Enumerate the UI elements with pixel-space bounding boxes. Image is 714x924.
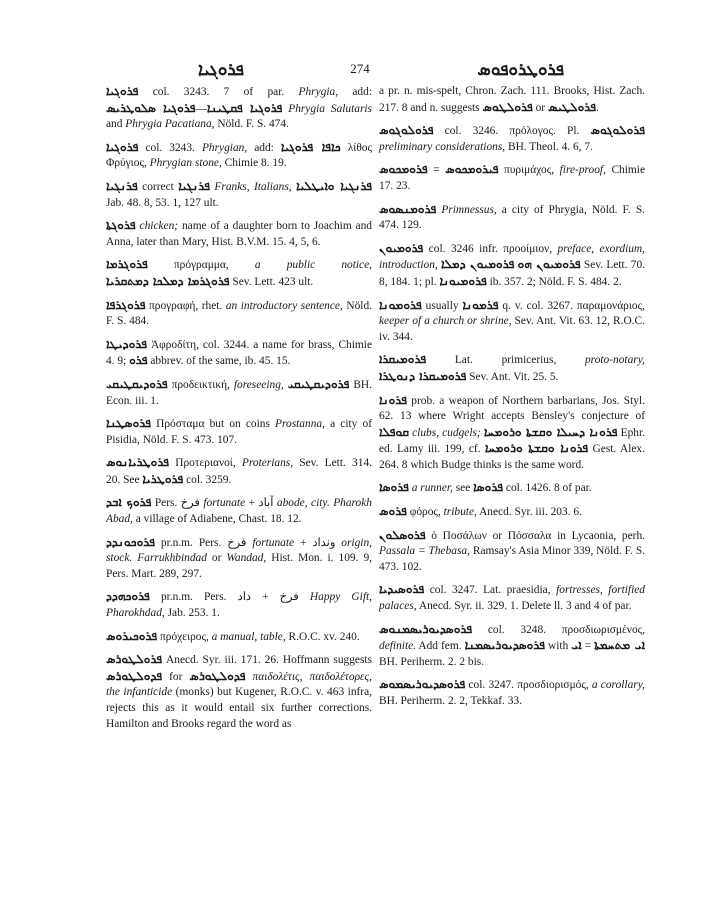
gloss-italic: Primnessus,: [441, 203, 497, 216]
entry-text: name of a daughter born to Joachim and Anna, later than Mary, Hist. B.V.M. 15. 4, 5, 6.: [106, 220, 372, 248]
dictionary-entry: [106, 84, 372, 133]
syriac-word: ܦܪܘܓܪܦܐ: [106, 297, 146, 312]
entry-text: ὁ Ποσάλων or Πόσσαλα in Lycaonia, perh.: [425, 529, 645, 542]
entry-text: Sev. Ant. Vit. 63. 12, R.O.C. iv. 344.: [379, 315, 645, 343]
syriac-word: ܦܪܘܕܝܩܛܝܩܝ: [287, 376, 350, 391]
syriac-word: ܦܕܘܠܛܘܪܣ: [189, 668, 246, 683]
syriac-word: ܦܪܘܡܘܢܐ: [379, 297, 422, 312]
entry-text: usually: [421, 299, 463, 312]
left-column: [106, 84, 372, 739]
gloss-italic: παιδολέτις, παιδολέτορες, the infanticide: [106, 670, 372, 699]
entry-text: —: [195, 102, 207, 115]
syriac-word: ܦܪܘܛܪܝܐܢܘܣ: [106, 455, 170, 470]
gloss-italic: a runner,: [411, 482, 453, 495]
dictionary-entry: [379, 202, 645, 234]
entry-text: πρόγραμμα,: [147, 259, 255, 272]
gloss-italic: clubs, cudgels;: [412, 426, 481, 439]
gloss-italic: fortunate: [203, 497, 246, 510]
entry-text: + ونداد: [294, 536, 342, 549]
dictionary-entry: [106, 257, 372, 290]
entry-text: col. 3248. προσδιωρισμένος,: [472, 623, 645, 636]
entry-text: φόρος,: [406, 506, 444, 519]
syriac-word: ܦܪܘܡܢܣܘܣ: [379, 201, 437, 216]
gloss-italic: Wandad,: [226, 552, 267, 565]
gloss-italic: Pharokh Abad,: [106, 497, 372, 526]
dictionary-entry: [106, 377, 372, 409]
syriac-word: ܦܪܘܡܝܘܢ ܗܘ: [517, 257, 581, 272]
right-column: [379, 84, 645, 717]
entry-text: Pers. فرخ: [151, 497, 204, 510]
entry-text: see: [452, 482, 474, 495]
syriac-word: ܦܪܘܢܐ: [379, 392, 407, 407]
entry-text: for: [162, 670, 190, 683]
syriac-word: ܦܪܘܟܗܕܕ: [106, 589, 150, 604]
gloss-italic: fire-proof,: [559, 164, 606, 177]
entry-text: col. 1426. 8 of par.: [503, 482, 592, 495]
entry-text: Sev. Lett. 314. 20. See: [106, 457, 372, 486]
syriac-word: ܦܪܘܣܐ: [473, 480, 504, 495]
entry-text: Jab. 253. 1.: [164, 607, 220, 620]
entry-text: BH. Periherm. 2. 2, Tekkaf. 33.: [379, 695, 522, 707]
entry-text: a city of Pisidia, Nöld. F. S. 473. 107.: [106, 418, 373, 446]
syriac-word: ܦܪܘܓܝܐ: [106, 139, 139, 154]
gloss-italic: proto-notary,: [584, 354, 645, 367]
syriac-word: ܦܪܘܢܐ ܘܩܫܬܐ ܘܪܘܡܚܐ: [484, 441, 589, 456]
entry-text: Πρόσταμα but on coins: [150, 418, 276, 431]
syriac-word: ܦܪܘܡܝܩܪܐ: [379, 352, 427, 367]
syriac-word: ܦܪܘ: [129, 353, 148, 368]
syriac-word: ܦܪܘܣ: [379, 504, 407, 519]
entry-text: BH. Periherm. 2. 2 bis.: [379, 655, 485, 668]
page-header: [150, 58, 564, 84]
dictionary-entry: [379, 504, 645, 521]
dictionary-entry: [379, 352, 645, 385]
entry-text: Anecd. Syr. ii. 329. 1. Delete ll. 3 and 4 of par.: [416, 600, 632, 613]
entry-text: Hist. Mon. i. 109. 9, Pers. Mart. 289, 297.: [106, 552, 372, 580]
syriac-word: ܦܪܘܓܝܐ: [106, 84, 139, 98]
syriac-word: ܦܪܘܣܐ: [379, 480, 409, 495]
entry-text: and: [106, 118, 126, 131]
entry-text: col. 3243. 7 of par.: [138, 86, 299, 98]
gloss-italic: definite.: [379, 640, 417, 653]
running-head-left: ܦܪܘܓܝܐ: [198, 60, 244, 80]
dictionary-entry: [379, 162, 645, 194]
dictionary-entry: [379, 582, 645, 614]
dictionary-entry: [106, 298, 372, 330]
syriac-word: ܦܪܘܠܛܘܣ: [482, 99, 533, 114]
syriac-word: ܦܪܘܣܕܝܘܪܝܣܡܢܐ: [464, 638, 546, 653]
syriac-word: ܦܪܘܠܛܝܣ: [547, 99, 596, 114]
entry-text: Gest. Alex. 264. 8 which Budge thinks is the same word.: [379, 443, 645, 471]
entry-text: Chimie 8. 19.: [221, 157, 287, 170]
syriac-word: ܟܐܦܐ ܦܪܘܓܝܐ: [280, 139, 341, 154]
entry-text: Lat. primicerius,: [426, 354, 585, 367]
entry-text: Προτεριανοί,: [169, 457, 242, 470]
gloss-italic: preface, exordium, introduction,: [379, 242, 645, 272]
entry-text: Add fem.: [416, 640, 465, 653]
syriac-word: ܦܪܘܠܘܓܘܣ: [590, 123, 645, 138]
entry-text: προδεικτική,: [167, 378, 234, 391]
entry-text: προγραφή, rhet.: [145, 299, 226, 312]
dictionary-entry: [106, 179, 372, 211]
entry-text: Ephr. ed. Lamy iii. 199, cf.: [379, 426, 646, 456]
entry-text: πρόχειρος,: [157, 630, 212, 643]
entry-text: BH. Econ. iii. 1.: [106, 378, 372, 407]
syriac-word: ܦܪܢܓܝܐ: [106, 178, 138, 193]
entry-text: Nöld. F. S. 474.: [214, 118, 289, 131]
gloss-italic: abode, city.: [276, 497, 330, 510]
entry-text: Ramsay's Asia Minor 339, Nöld. F. S. 473. 102.: [379, 545, 645, 573]
gloss-italic: a corollary,: [591, 679, 645, 692]
syriac-word: ܦܪܘܛܪܝܐ: [142, 471, 184, 486]
entry-text: a pr. n. mis-spelt, Chron. Zach. 111. Brooks, Hist. Zach. 217. 8 and n. suggests: [379, 85, 645, 114]
entry-text: with: [545, 640, 572, 653]
dictionary-entry: [379, 241, 645, 291]
gloss-italic: chicken;: [139, 220, 179, 233]
gloss-italic: Pharokhdad,: [106, 607, 165, 620]
entry-text: col. 3247. Lat. praesidia,: [424, 584, 557, 597]
syriac-word: ܦܪܢܓܝܐ ܘܐܝܛܠܝܐ: [296, 178, 373, 193]
gloss-italic: tribute,: [443, 506, 477, 519]
entry-text: BH. Theol. 4. 6, 7.: [505, 140, 593, 153]
entry-text: ib. 357. 2; Nöld. F. S. 484. 2.: [486, 275, 622, 288]
syriac-word: ܦܕܘܠܛܘܪܣ: [106, 668, 163, 683]
dictionary-entry: [106, 455, 372, 488]
syriac-word: ܦܪܘܕܝܩܛܝܩܝ: [106, 376, 168, 391]
dictionary-entry: [106, 337, 372, 370]
entry-text: Sev. Ant. Vit. 25. 5.: [466, 370, 559, 383]
syriac-word: ܦܪܘܣܠܘܢ: [379, 527, 426, 542]
dictionary-entry: [106, 535, 372, 583]
syriac-word: ܐܝ: [571, 638, 582, 653]
syriac-word: ܦܪܘܕܝܛܐ: [106, 336, 147, 351]
gloss-italic: Phrygia Pacatiana,: [125, 118, 215, 131]
entry-text: correct: [137, 180, 179, 193]
syriac-word: ܦܪܘܟܘܢܕܕ: [106, 534, 155, 549]
syriac-word: ܦܪܘܠܛܘܪܣ: [106, 652, 163, 667]
syriac-word: ܦܪܘܡܟܘܣ: [379, 162, 428, 177]
dictionary-entry: [379, 480, 645, 497]
dictionary-entry: [379, 298, 645, 346]
entry-text: col. 3246 infr. προοίμιον,: [423, 242, 558, 255]
dictionary-entry: [379, 393, 645, 474]
syriac-word: ܦܪܘܣܝܕܝܐ: [379, 582, 425, 597]
entry-text: Ἀφροδίτη, col. 3244. a name for brass, Chimie 4. 9;: [106, 338, 372, 368]
entry-text: add:: [247, 141, 281, 154]
entry-text: q. v. col. 3267. παραμονάριος,: [498, 299, 645, 312]
entry-text: or: [532, 101, 548, 114]
entry-text: Nöld. F. S. 484.: [106, 299, 372, 328]
syriac-word: ܦܪܘܡܝܘܢ ܕܡܠܐ: [440, 257, 515, 272]
syriac-word: ܦܪܘܡܝܩܪܐ ܕܢܘܛܪܐ: [379, 368, 467, 383]
entry-text: col. 3259.: [183, 473, 232, 486]
gloss-italic: an introductory sentence,: [225, 299, 343, 312]
gloss-italic: Proterians,: [241, 457, 294, 470]
syriac-word: ܦܪܘܢܐ ܕܚܝܠܐ ܘܩܫܬܐ ܘܪܘܡܚܐ: [483, 424, 618, 439]
gloss-italic: foreseeing,: [233, 378, 284, 391]
entry-text: a city of Phrygia, Nöld. F. S. 474. 129.: [379, 203, 645, 232]
gloss-italic: keeper of a church or shrine,: [379, 315, 512, 328]
entry-text: pr.n.m. Pers. فرخ + داد: [149, 591, 310, 604]
syriac-word: ܦܝܪܘܡܟܘܣ: [445, 162, 499, 177]
syriac-word: ܩܘܦܠܐ: [379, 424, 409, 439]
gloss-italic: Franks, Italians,: [214, 180, 292, 193]
gloss-italic: Phrygian,: [201, 141, 248, 154]
syriac-word: ܦܪܘܣܕܝܘܪܝܣܡܘܣ: [379, 677, 466, 692]
gloss-italic: origin, stock.: [106, 536, 372, 565]
entry-text: λίθος Φρύγιος,: [106, 141, 372, 170]
entry-text: Chimie 17. 23.: [379, 164, 645, 192]
dictionary-entry: [106, 495, 372, 527]
dictionary-entry: [379, 528, 645, 576]
syriac-word: ܦܪܘܟ ܐܒܕ: [106, 495, 152, 510]
dictionary-entry: [106, 218, 372, 250]
entry-text: .: [595, 101, 599, 114]
gloss-italic: a manual, table,: [211, 630, 286, 643]
dictionary-entry: [379, 123, 645, 155]
entry-text: Sev. Lett. 70. 8, 184. 1; pl.: [379, 259, 645, 288]
dictionary-entry: [106, 589, 372, 621]
entry-text: Anecd. Syr. iii. 171. 26. Hoffmann suggests: [162, 654, 372, 667]
entry-text: col. 3243.: [138, 141, 202, 154]
syriac-word: ܦܪܘܡܝܘܢ: [379, 240, 424, 255]
dictionary-entry: [106, 140, 372, 172]
dictionary-entry: [106, 416, 372, 448]
gloss-italic: Passala = Thebasa,: [379, 545, 470, 558]
syriac-word: ܦܪܘܓܝܐ ܦܩܛܝܢܐ: [206, 100, 283, 115]
entry-text: a village of Adiabene, Chast. 18. 12.: [132, 513, 302, 526]
gloss-italic: Phrygia,: [298, 86, 339, 98]
syriac-word: ܦܪܢܓܝܐ: [178, 178, 210, 193]
entry-text: R.O.C. xv. 240.: [285, 630, 360, 643]
gloss-italic: a public notice,: [254, 259, 372, 272]
gloss-italic: Happy Gift,: [309, 591, 372, 604]
syriac-word: ܦܪܡܘܢܐ: [462, 297, 499, 312]
entry-text: =: [581, 640, 595, 653]
entry-text: Sev. Lett. 423 ult.: [229, 275, 314, 288]
gloss-italic: fortresses, fortified palaces,: [379, 584, 645, 613]
syriac-word: ܐܝ ܡܬܚܡܬܐ: [594, 638, 645, 653]
running-head-right: ܦܪܘܛܪܘܦܘܣ: [477, 60, 564, 80]
syriac-word: ܦܪܘܠܘܓܘܣ: [379, 123, 434, 138]
gloss-italic: Phrygian stone,: [149, 157, 222, 170]
entry-text: (monks) but Kugener, R.O.C. v. 463 infra, rejects this as it would entail six further corrections. Hamilton and Brooks regard the word as: [106, 686, 372, 730]
gloss-italic: preliminary considerations,: [379, 140, 506, 153]
dictionary-entry: [379, 84, 645, 116]
gloss-italic: Prostanna,: [275, 418, 325, 431]
entry-text: =: [427, 164, 446, 177]
entry-text: Anecd. Syr. iii. 203. 6.: [476, 506, 582, 519]
entry-text: abbrev. of the same, ib. 45. 15.: [147, 355, 291, 368]
entry-text: + آباد: [245, 497, 277, 510]
entry-text: Jab. 48. 8, 53. 1, 127 ult.: [106, 196, 219, 209]
entry-text: pr.n.m. Pers. فرخ: [154, 536, 253, 549]
entry-text: [246, 671, 253, 683]
entry-text: πυριμάχος,: [498, 164, 560, 177]
dictionary-entry: [106, 652, 372, 732]
entry-text: col. 3247. προσδιορισμός,: [465, 679, 592, 692]
syriac-word: ܦܪܘܓܬܐ: [106, 218, 136, 233]
gloss-italic: Phrygia Salutaris: [288, 102, 372, 115]
dictionary-entry: [379, 622, 645, 671]
dictionary-entry: [106, 629, 372, 646]
page-number: 274: [350, 61, 370, 76]
gloss-italic: Farrukhbindad: [137, 552, 207, 565]
gloss-italic: fortunate: [252, 536, 295, 549]
entry-text: prob. a weapon of Northern barbarians, Jos. Styl. 62. 13 where Wright accepts Bensley's conjecture of: [379, 394, 645, 423]
syriac-word: ܦܪܘܡܝܘܢܐ: [439, 273, 487, 288]
syriac-word: ܦܪܘܓܪܡܐ ܕܡܠܟܐ ܕܡܬܩܪܝܐ: [106, 273, 230, 288]
syriac-word: ܦܪܘܓܝܐ ܣܠܘܛܪܝܣ: [106, 100, 196, 115]
syriac-word: ܦܪܘܟܝܪܘܣ: [106, 628, 158, 643]
dictionary-entry: [379, 677, 645, 709]
syriac-word: ܦܪܘܣܕܝܘܪܝܣܡܢܘܣ: [379, 621, 473, 636]
entry-text: or: [206, 552, 227, 565]
syriac-word: ܦܪܘܓܪܡܐ: [106, 257, 148, 272]
syriac-word: ܦܪܘܣܛܢܐ: [106, 416, 151, 431]
entry-text: add:: [338, 86, 372, 98]
entry-text: col. 3246. πρόλογος. Pl.: [433, 125, 591, 138]
